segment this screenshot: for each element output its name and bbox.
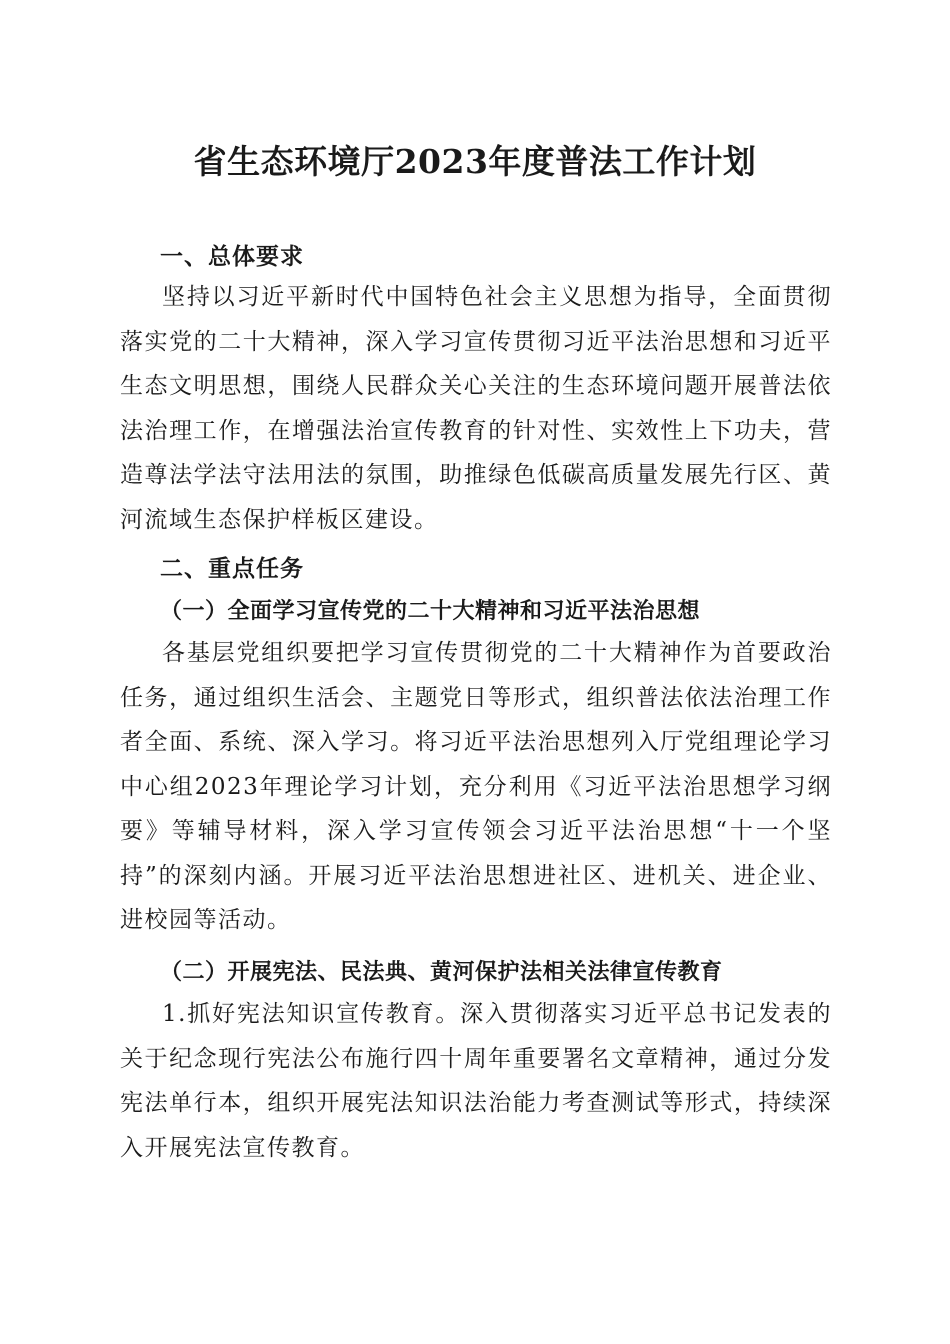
document-title: 省生态环境厅2023年度普法工作计划: [193, 142, 757, 181]
section-heading-key-tasks: 二、重点任务: [160, 556, 304, 582]
subsection-paragraph-2: 1.抓好宪法知识宣传教育。深入贯彻落实习近平总书记发表的关于纪念现行宪法公布施行四十周年重要署名文章精神，通过分发宪法单行本，组织开展宪法知识法治能力考查测试等形式，持续深入开展宪法宣传教育。: [120, 1001, 832, 1161]
subsection-heading-1: （一）全面学习宣传党的二十大精神和习近平法治思想: [160, 599, 701, 624]
subsection-heading-2: （二）开展宪法、民法典、黄河保护法相关法律宣传教育: [160, 960, 723, 985]
subsection-paragraph-1: 各基层党组织要把学习宣传贯彻党的二十大精神作为首要政治任务，通过组织生活会、主题党日等形式，组织普法依法治理工作者全面、系统、深入学习。将习近平法治思想列入厅党组理论学习中心组2023年理论学习计划，充分利用《习近平法治思想学习纲要》等辅导材料，深入学习宣传领会习近平法治思想“十一个坚持”的深刻内涵。开展习近平法治思想进社区、进机关、进企业、进校园等活动。: [120, 640, 832, 933]
section-heading-general-requirements: 一、总体要求: [160, 244, 304, 270]
section-paragraph-general-requirements: 坚持以习近平新时代中国特色社会主义思想为指导，全面贯彻落实党的二十大精神，深入学习宣传贯彻习近平法治思想和习近平生态文明思想，围绕人民群众关心关注的生态环境问题开展普法依法治理工作，在增强法治宣传教育的针对性、实效性上下功夫，营造尊法学法守法用法的氛围，助推绿色低碳高质量发展先行区、黄河流域生态保护样板区建设。: [120, 284, 832, 533]
